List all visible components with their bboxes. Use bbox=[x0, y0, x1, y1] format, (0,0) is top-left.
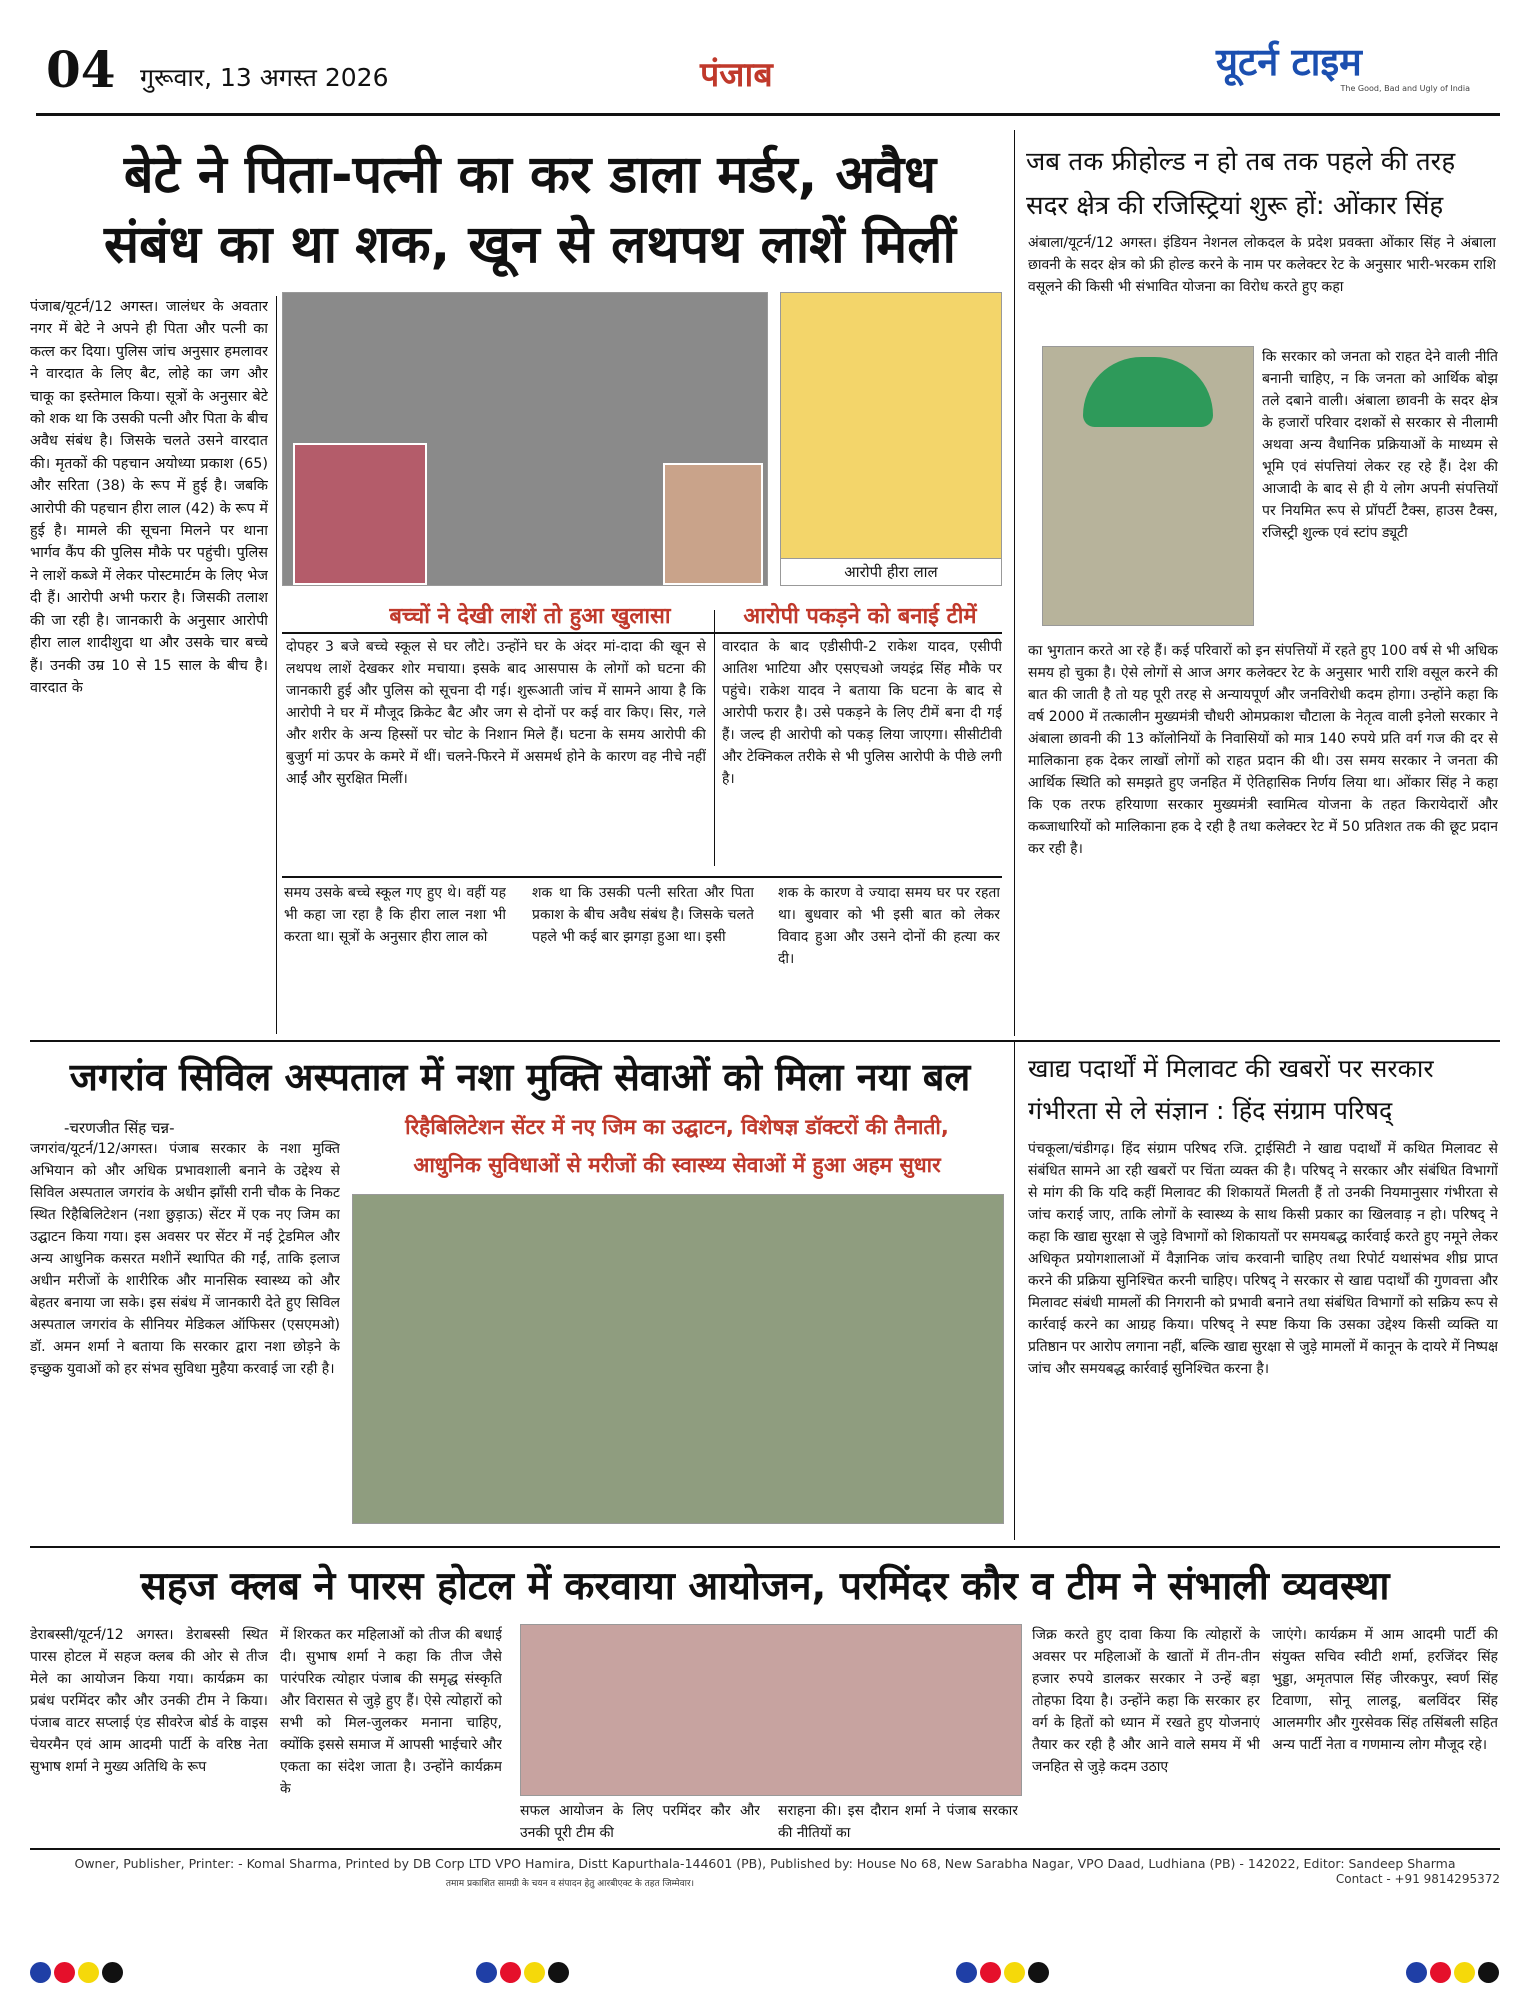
registration-dot bbox=[524, 1962, 545, 1983]
registration-dot bbox=[980, 1962, 1001, 1983]
story3-subhead-line2: आधुनिक सुविधाओं से मरीजों की स्वास्थ्य सेवाओं में हुआ अहम सुधार bbox=[413, 1153, 941, 1177]
crime-scene-photo bbox=[282, 292, 768, 586]
story1-column-3: शक था कि उसकी पत्नी सरिता और पिता प्रकाश के बीच अवैध संबंध है। जिसके चलते पहले भी कई बार झगड़ा हुआ था। इसी bbox=[532, 885, 754, 945]
story5-column-2: में शिरकत कर महिलाओं को तीज की बधाई दी। सुभाष शर्मा ने कहा कि तीज जैसे पारंपरिक त्योहार पंजाब की समृद्ध संस्कृति और विरासत से जुड़े हुए हैं। ऐसे त्योहारों को सभी को मिल-जुलकर मनाना चाहिए, क्योंकि इससे समाज में आपसी भाईचारे और एकता का संदेश जाता है। उन्होंने कार्यक्रम के bbox=[280, 1627, 502, 1797]
column-rule bbox=[714, 610, 715, 866]
header-rule bbox=[36, 113, 1500, 116]
registration-marks bbox=[1406, 1962, 1502, 1987]
story2-headline bbox=[1026, 140, 1506, 228]
story3-subhead bbox=[352, 1108, 1002, 1184]
masthead-logo bbox=[1216, 40, 1486, 102]
story2-intro: अंबाला/यूटर्न/12 अगस्त। इंडियन नेशनल लोकदल के प्रदेश प्रवक्ता ओंकार सिंह ने अंबाला छावनी के सदर क्षेत्र को फ्री होल्ड करने के नाम पर कलेक्टर रेट के अनुसार भारी-भरकम राशि वसूलने की किसी भी संभावित योजना का विरोध करते हुए कहा bbox=[1028, 235, 1496, 295]
footer-contact: Contact - +91 9814295372 bbox=[1335, 1872, 1500, 1886]
story2-body: का भुगतान करते आ रहे हैं। कई परिवारों को इन संपत्तियों में रहते हुए 100 वर्ष से भी अधिक समय हो चुका है। ऐसे लोगों से आज अगर कलेक्टर रेट के अनुसार भारी राशि वसूल करने की बात की जाती है तो यह पूरी तरह से अन्यायपूर्ण और जनविरोधी कदम होगा। उन्होंने कहा कि वर्ष 2000 में तत्कालीन मुख्यमंत्री चौधरी ओमप्रकाश चौटाला के नेतृत्व वाली इनेलो सरकार ने अंबाला छावनी की 13 कॉलोनियों के निवासियों को मात्र 140 रुपये प्रति वर्ग गज की दर से मालिकाना हक देकर लाखों लोगों को राहत प्रदान की थी। उस समय सरकार ने जनता की आर्थिक स्थिति को समझते हुए जनहित में ऐतिहासिक निर्णय लिया था। ओंकार सिंह ने कहा कि एक तरफ हरियाणा सरकार मुख्यमंत्री स्वामित्व योजना के तहत किरायेदारों और कब्जाधारियों को मालिकाना हक दे रही है तथा कलेक्टर रेट में 50 प्रतिशत तक की छूट प्रदान कर रही है। bbox=[1028, 643, 1498, 857]
registration-dot bbox=[1454, 1962, 1475, 1983]
story4-body: पंचकूला/चंडीगढ़। हिंद संग्राम परिषद रजि. ट्राईसिटी ने खाद्य पदार्थों में कथित मिलावट से संबंधित सामने आ रही खबरों पर चिंता व्यक्त की है। परिषद् ने सरकार और संबंधित विभागों से मांग की कि यदि कहीं मिलावट की शिकायतें मिलती हैं तो उनकी नियमानुसार गंभीरता से जांच कराई जाए, ताकि लोगों के स्वास्थ्य के साथ किसी प्रकार का खिलवाड़ न हो। परिषद् ने कहा कि खाद्य सुरक्षा से जुड़े विभागों को शिकायतों पर समयबद्ध कार्रवाई करते हुए नमूने लेकर अधिकृत प्रयोगशालाओं में वैज्ञानिक जांच करवानी चाहिए तथा रिपोर्ट यथासंभव शीघ्र प्राप्त करने की प्रक्रिया सुनिश्चित करनी चाहिए। परिषद् ने सरकार से खाद्य पदार्थों की गुणवत्ता और मिलावट संबंधी मामलों की निगरानी को प्रभावी बनाने तथा संबंधित विभागों को सक्रिय रूप से कार्रवाई करने का आग्रह किया। परिषद् ने स्पष्ट किया कि उसका उद्देश्य किसी व्यक्ति या प्रतिष्ठान पर आरोप लगाना नहीं, बल्कि खाद्य सुरक्षा से जुड़े मामलों में कानून के दायरे में निष्पक्ष जांच और समयबद्ध कार्रवाई सुनिश्चित करना है। bbox=[1028, 1141, 1498, 1377]
registration-marks bbox=[476, 1962, 572, 1987]
issue-date: गुरूवार, 13 अगस्त 2026 bbox=[140, 63, 389, 92]
page-number: 04 bbox=[46, 40, 116, 99]
story1-box-2: वारदात के बाद एडीसीपी-2 राकेश यादव, एसीपी आतिश भाटिया और एसएचओ जयइंद्र सिंह मौके पर पहुंचे। राकेश यादव ने बताया कि घटना के बाद से आरोपी फरार है। उसे पकड़ने के लिए टीमें बना दी गई हैं। जल्द ही आरोपी को पकड़ लिया जाएगा। सीसीटीवी और टेक्निकल तरीके से भी पुलिस आरोपी के पीछे लगी है। bbox=[722, 639, 1002, 787]
story3-body: जगरांव/यूटर्न/12/अगस्त। पंजाब सरकार के नशा मुक्ति अभियान को और अधिक प्रभावशाली बनाने के उद्देश्य से सिविल अस्पताल जगरांव के अधीन झाँसी रानी चौक के निकट स्थित रिहैबिलिटेशन (नशा छुड़ाऊ) सेंटर में एक नए जिम का उद्घाटन किया गया। इस अवसर पर सेंटर में नई ट्रेडमिल और अन्य आधुनिक कसरत मशीनें स्थापित की गईं, ताकि इलाज अधीन मरीजों के शारीरिक और मानसिक स्वास्थ्य को और बेहतर बनाया जा सके। इस संबंध में जानकारी देते हुए सिविल अस्पताल जगरांव के सीनियर मेडिकल ऑफिसर (एसएमओ) डॉ. अमन शर्मा ने बताया कि सरकार द्वारा नशा छोड़ने के इच्छुक युवाओं को हर संभव सुविधा मुहैया करवाई जा रही है। bbox=[30, 1141, 340, 1377]
registration-marks bbox=[30, 1962, 126, 1987]
registration-dot bbox=[1478, 1962, 1499, 1983]
story5-caption-1: सफल आयोजन के लिए परमिंदर कौर और उनकी पूरी टीम की bbox=[520, 1803, 760, 1841]
registration-dot bbox=[476, 1962, 497, 1983]
story1-column-4: शक के कारण वे ज्यादा समय घर पर रहता था। बुधवार को भी इसी बात को लेकर विवाद हुआ और उसने दोनों की हत्या कर दी। bbox=[778, 885, 1000, 967]
story2-side-text: कि सरकार को जनता को राहत देने वाली नीति बनानी चाहिए, न कि जनता को आर्थिक बोझ तले दबाने वाली। अंबाला छावनी के सदर क्षेत्र के हजारों परिवार दशकों से सरकार से नीलामी अथवा अन्य वैधानिक प्रक्रियाओं के माध्यम से भूमि एवं संपत्तियां लेकर रह रहे हैं। देश की आजादी के बाद से ही ये लोग अपनी संपत्तियों पर नियमित रूप से प्रॉपर्टी टैक्स, हाउस टैक्स, रजिस्ट्री शुल्क एवं स्टांप ड्यूटी bbox=[1262, 349, 1498, 541]
story3-subhead-line1: रिहैबिलिटेशन सेंटर में नए जिम का उद्घाटन, विशेषज्ञ डॉक्टरों की तैनाती, bbox=[405, 1115, 949, 1139]
story4-headline-line2: गंभीरता से ले संज्ञान : हिंद संग्राम परिषद् bbox=[1028, 1096, 1393, 1125]
logo-tagline: The Good, Bad and Ugly of India bbox=[1340, 84, 1470, 93]
footer-imprint: Owner, Publisher, Printer: - Komal Sharma, Printed by DB Corp LTD VPO Hamira, Distt Kapurthala-144601 (PB), Published by: House No 68, New Sarabha Nagar, VPO Daad, Ludhiana (PB) - 142022, Editor: Sandeep Sharma bbox=[74, 1856, 1456, 1871]
story1-subhead-1: बच्चों ने देखी लाशें तो हुआ खुलासा bbox=[389, 604, 671, 629]
story3-byline: -चरणजीत सिंह चन्न- bbox=[64, 1119, 175, 1137]
footer-note: तमाम प्रकाशित सामग्री के चयन व संपादन हेतु आरबीएक्ट के तहत जिम्मेवार। bbox=[445, 1879, 695, 1889]
registration-dot bbox=[1028, 1962, 1049, 1983]
story1-headline-line2: संबंध का था शक, खून से लथपथ लाशें मिलीं bbox=[104, 215, 956, 275]
story1-subhead-2: आरोपी पकड़ने को बनाई टीमें bbox=[743, 604, 977, 629]
teej-event-photo bbox=[520, 1624, 1022, 1796]
story4-headline bbox=[1028, 1048, 1498, 1132]
story5-column-4: जाएंगे। कार्यक्रम में आम आदमी पार्टी की संयुक्त सचिव स्वीटी शर्मा, हरजिंदर सिंह भुड्डा, अमृतपाल सिंह जीरकपुर, स्वर्ण सिंह टिवाणा, सोनू लालडू, बलविंदर सिंह आलमगीर और गुरसेवक सिंह तसिंबली सहित अन्य पार्टी नेता व गणमान्य लोग मौजूद रहे। bbox=[1272, 1627, 1498, 1753]
story1-column-1: पंजाब/यूटर्न/12 अगस्त। जालंधर के अवतार नगर में बेटे ने अपने ही पिता और पत्नी का कत्ल कर दिया। पुलिस जांच अनुसार हमलावर ने वारदात के लिए बैट, लोहे का जग और चाकू का इस्तेमाल किया। सूत्रों के अनुसार बेटे को शक था कि उसकी पत्नी और पिता के बीच अवैध संबंध है। जिसके चलते उसने वारदात की। मृतकों की पहचान अयोध्या प्रकाश (65) और सरिता (38) के रूप में हुई है। जबकि आरोपी की पहचान हीरा लाल (42) के रूप में हुई है। मामले की सूचना मिलने पर थाना भार्गव कैंप की पुलिस मौके पर पहुंची। पुलिस ने लाशें कब्जे में लेकर पोस्टमार्टम के लिए भेज दी हैं। आरोपी अभी फरार है। जिसकी तलाश की जा रही है। जानकारी के अनुसार आरोपी हीरा लाल शादीशुदा था और उसके चार बच्चे हैं। उनकी उम्र 10 से 15 साल के बीच है। वारदात के bbox=[30, 299, 268, 696]
onkar-singh-photo bbox=[1042, 346, 1254, 626]
story3-headline: जगरांव सिविल अस्पताल में नशा मुक्ति सेवाओं को मिला नया बल bbox=[69, 1055, 971, 1099]
registration-marks bbox=[956, 1962, 1052, 1987]
section-title: पंजाब bbox=[700, 55, 773, 95]
story5-caption-2: सराहना की। इस दौरान शर्मा ने पंजाब सरकार की नीतियों का bbox=[778, 1803, 1018, 1841]
footer-rule bbox=[30, 1848, 1500, 1850]
victim-portrait bbox=[293, 443, 427, 585]
story2-headline-line1: जब तक फ्रीहोल्ड न हो तब तक पहले की तरह bbox=[1026, 147, 1456, 177]
story2-headline-line2: सदर क्षेत्र की रजिस्ट्रियां शुरू हों: ओंकार सिंह bbox=[1026, 191, 1444, 221]
logo-text: यूटर्न टाइम bbox=[1216, 40, 1362, 84]
gym-inauguration-photo bbox=[352, 1194, 1004, 1524]
story5-headline: सहज क्लब ने पारस होटल में करवाया आयोजन, परमिंदर कौर व टीम ने संभाली व्यवस्था bbox=[140, 1564, 1390, 1609]
box-bottom-rule bbox=[282, 876, 1002, 878]
registration-dot bbox=[1004, 1962, 1025, 1983]
registration-dot bbox=[956, 1962, 977, 1983]
column-rule bbox=[276, 296, 277, 1034]
registration-dot bbox=[54, 1962, 75, 1983]
story1-column-2: समय उसके बच्चे स्कूल गए हुए थे। वहीं यह भी कहा जा रहा है कि हीरा लाल नशा भी करता था। सूत्रों के अनुसार हीरा लाल को bbox=[284, 885, 506, 945]
subhead-rule bbox=[282, 632, 1002, 634]
registration-dot bbox=[1406, 1962, 1427, 1983]
turban-shape bbox=[1083, 357, 1213, 427]
registration-dot bbox=[102, 1962, 123, 1983]
victim-portrait bbox=[663, 463, 763, 585]
registration-dot bbox=[30, 1962, 51, 1983]
registration-dot bbox=[1430, 1962, 1451, 1983]
accused-photo bbox=[780, 292, 1002, 586]
column-rule bbox=[1014, 130, 1015, 1036]
story1-headline bbox=[30, 140, 1030, 280]
section-rule bbox=[30, 1546, 1500, 1548]
registration-dot bbox=[500, 1962, 521, 1983]
registration-dot bbox=[78, 1962, 99, 1983]
story1-box-1: दोपहर 3 बजे बच्चे स्कूल से घर लौटे। उन्होंने घर के अंदर मां-दादा की खून से लथपथ लाशें देखकर शोर मचाया। इसके बाद आसपास के लोगों को घटना की जानकारी हुई और पुलिस को सूचना दी गई। शुरूआती जांच में सामने आया है कि आरोपी ने घर में मौजूद क्रिकेट बैट और जग से दोनों पर कई वार किए। सिर, गले और शरीर के अन्य हिस्सों पर चोट के निशान मिले हैं। घटना के समय आरोपी की बुजुर्ग मां ऊपर के कमरे में थीं। चलने-फिरने में असमर्थ होने के कारण वह नीचे नहीं आईं और सुरक्षित मिलीं। bbox=[286, 639, 706, 787]
story1-headline-line1: बेटे ने पिता-पत्नी का कर डाला मर्डर, अवैध bbox=[123, 145, 937, 205]
story5-column-3: जिक्र करते हुए दावा किया कि त्योहारों के अवसर पर महिलाओं के खातों में तीन-तीन हजार रुपये डालकर सरकार ने उन्हें बड़ा तोहफा दिया है। उन्होंने कहा कि सरकार हर वर्ग के हितों को ध्यान में रखते हुए योजनाएं तैयार कर रही है और आने वाले समय में भी जनहित से जुड़े कदम उठाए bbox=[1032, 1627, 1260, 1775]
section-rule bbox=[30, 1040, 1500, 1042]
story4-headline-line1: खाद्य पदार्थों में मिलावट की खबरों पर सरकार bbox=[1028, 1054, 1434, 1083]
story5-column-1: डेराबस्सी/यूटर्न/12 अगस्त। डेराबस्सी स्थित पारस होटल में सहज क्लब की ओर से तीज मेले का आयोजन किया गया। कार्यक्रम का प्रबंध परमिंदर कौर और उनकी टीम ने किया। पंजाब वाटर सप्लाई एंड सीवरेज बोर्ड के वाइस चेयरमैन एवं आम आदमी पार्टी के वरिष्ठ नेता सुभाष शर्मा ने मुख्य अतिथि के रूप bbox=[30, 1627, 268, 1775]
accused-caption: आरोपी हीरा लाल bbox=[781, 558, 1001, 585]
registration-dot bbox=[548, 1962, 569, 1983]
column-rule bbox=[1014, 1040, 1015, 1540]
